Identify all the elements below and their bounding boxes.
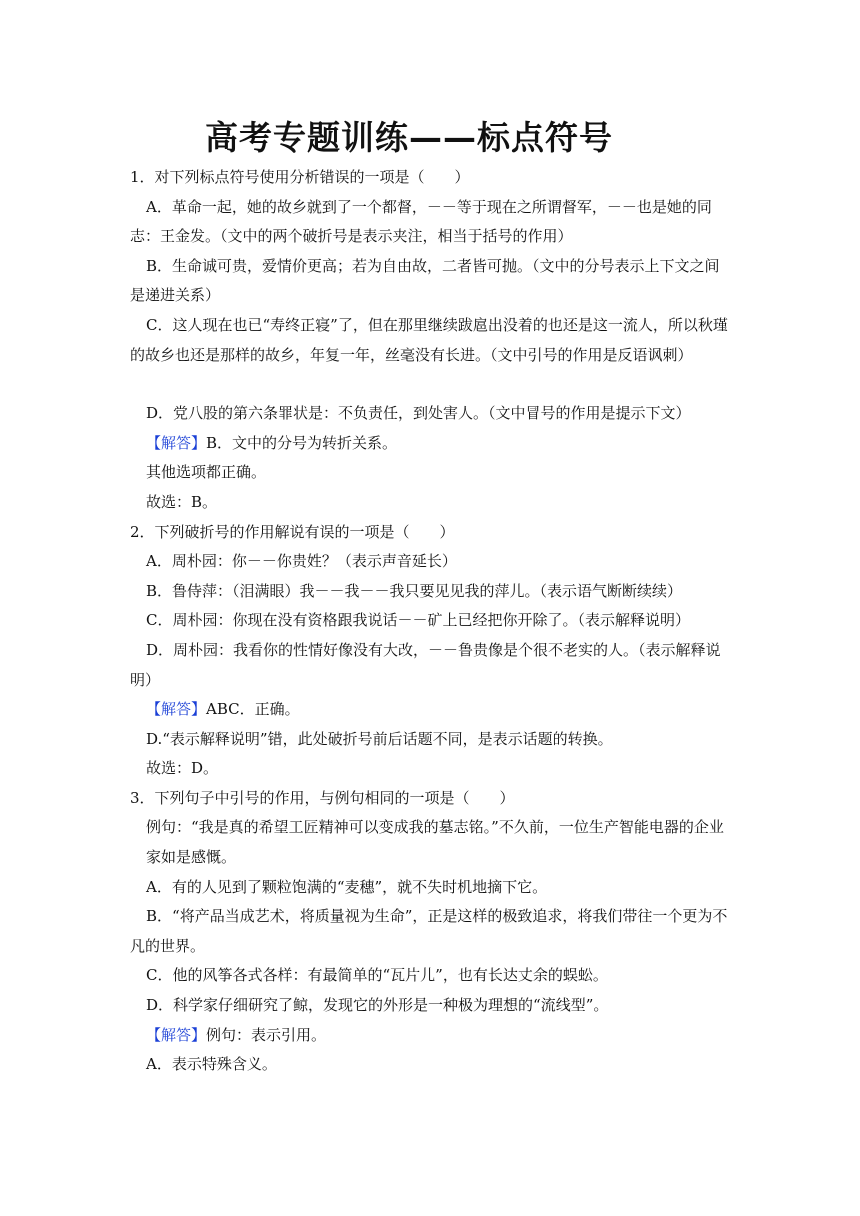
document-title: 高考专题训练——标点符号 — [205, 118, 613, 157]
option-d: D．科学家仔细研究了鲸，发现它的外形是一种极为理想的“流线型”。 — [146, 996, 609, 1015]
blank-line — [130, 370, 732, 399]
option-c: C．这人现在也已“寿终正寝”了，但在那里继续跋扈出没着的也还是这一流人，所以秋瑾的故乡也还是那样的故乡，年复一年，丝毫没有长进。（文中引号的作用是反语讽刺） — [130, 315, 728, 364]
option-d: D．周朴园：我看你的性情好像没有大改，－－鲁贵像是个很不老实的人。（表示解释说明） — [130, 640, 721, 689]
answer-line — [130, 1021, 732, 1051]
answer-line — [130, 429, 732, 459]
option-c: C．周朴园：你现在没有资格跟我说话－－矿上已经把你开除了。（表示解释说明） — [146, 611, 690, 630]
question-3 — [130, 784, 732, 1080]
option-b: B．生命诚可贵，爱情价更高；若为自由故，二者皆可抛。（文中的分号表示上下文之间是递进关系） — [130, 256, 720, 305]
question-stem: 1．对下列标点符号使用分析错误的一项是（ ） — [130, 168, 470, 186]
answer-tag: 【解答】 — [146, 700, 207, 719]
answer-text: 例句：表示引用。 — [206, 1025, 327, 1044]
answer-text: B．文中的分号为转折关系。 — [206, 433, 398, 452]
explanation-line: D.“表示解释说明”错，此处破折号前后话题不同，是表示话题的转换。 — [146, 729, 613, 748]
answer-text: ABC．正确。 — [206, 700, 300, 719]
option-b: B．鲁侍萍：（泪满眼）我－－我－－我只要见见我的萍儿。（表示语气断断续续） — [146, 581, 683, 600]
question-stem: 2．下列破折号的作用解说有误的一项是（ ） — [130, 522, 455, 541]
explanation-line: A．表示特殊含义。 — [146, 1055, 277, 1074]
question-2 — [130, 518, 732, 784]
option-b: B．“将产品当成艺术，将质量视为生命”，正是这样的极致追求，将我们带往一个更为不凡的世界。 — [130, 907, 728, 955]
question-1 — [130, 163, 732, 518]
question-stem: 3．下列句子中引号的作用，与例句相同的一项是（ ） — [130, 788, 515, 807]
explanation-line: 其他选项都正确。 — [146, 463, 267, 482]
conclusion-line: 故选：B。 — [146, 492, 218, 511]
option-a: A．周朴园：你－－你贵姓？（表示声音延长） — [146, 552, 457, 571]
answer-tag: 【解答】 — [146, 1025, 207, 1044]
answer-line — [130, 695, 732, 725]
example-sentence: 例句：“我是真的希望工匠精神可以变成我的墓志铭。”不久前，一位生产智能电器的企业家如是感慨。 — [146, 818, 724, 867]
answer-tag: 【解答】 — [146, 433, 207, 452]
conclusion-line: 故选：D。 — [146, 759, 219, 778]
option-a: A．革命一起，她的故乡就到了一个都督，－－等于现在之所谓督军，－－也是她的同志：王金发。（文中的两个破折号是表示夹注，相当于括号的作用） — [130, 197, 712, 246]
document-body — [130, 163, 732, 1080]
option-d: D．党八股的第六条罪状是：不负责任，到处害人。（文中冒号的作用是提示下文） — [146, 404, 691, 423]
option-c: C．他的风筝各式各样：有最简单的“瓦片儿”，也有长达丈余的蜈蚣。 — [146, 966, 608, 985]
option-a: A．有的人见到了颗粒饱满的“麦穗”，就不失时机地摘下它。 — [146, 877, 548, 896]
